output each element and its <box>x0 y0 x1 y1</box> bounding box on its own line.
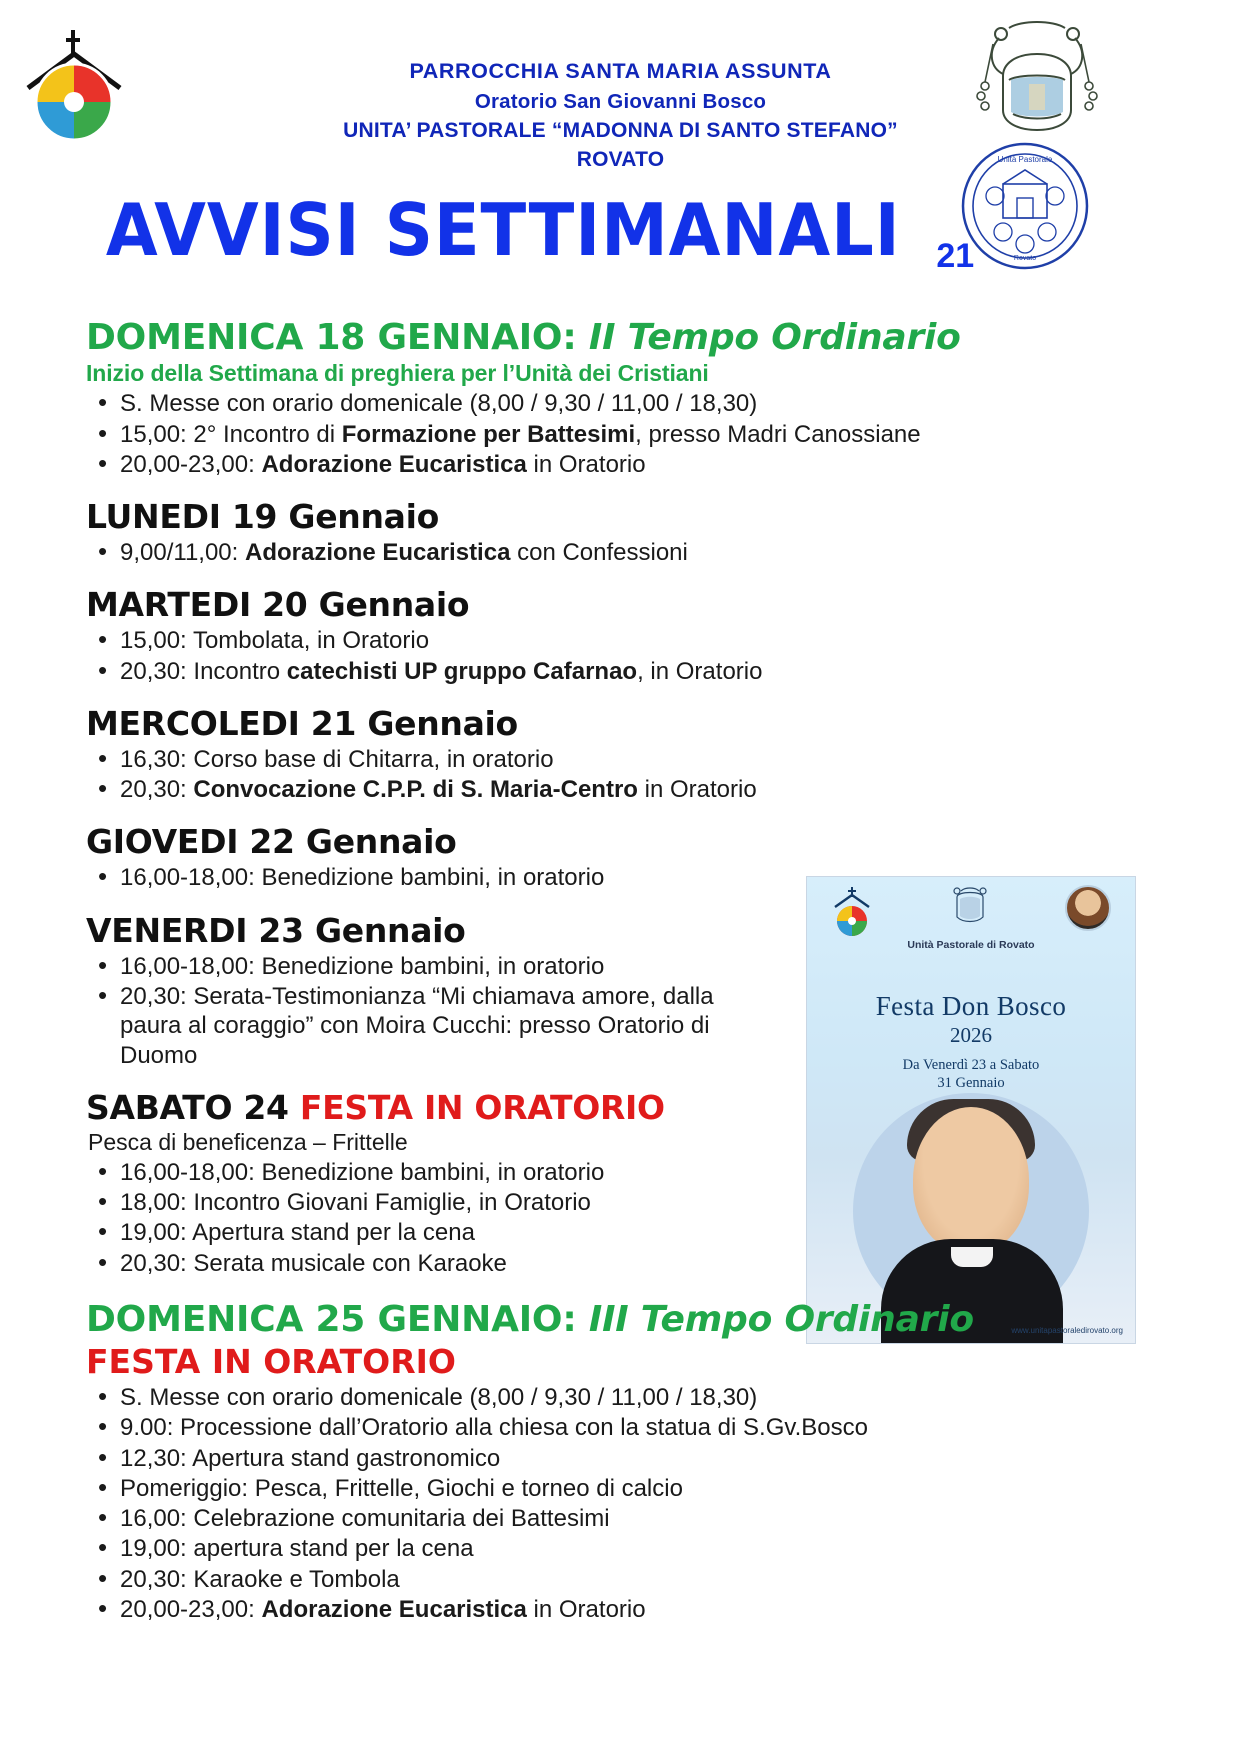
day-heading-festa: FESTA IN ORATORIO <box>299 1087 665 1127</box>
day-heading-month: Gennaio <box>318 585 470 625</box>
day-heading-month: Gennaio <box>288 497 440 537</box>
item-text: 16,00-18,00: Benedizione bambini, in oratorio <box>120 864 605 892</box>
item-text: 20,30: Karaoke e Tombola <box>120 1565 400 1593</box>
day-heading-month: Gennaio <box>367 703 518 743</box>
poster-year: 2026 <box>950 1023 992 1047</box>
item-post: , in Oratorio <box>637 657 763 685</box>
item-text: 16,00-18,00: Benedizione bambini, in oratorio <box>120 952 605 980</box>
item-text: 16,00: Celebrazione comunitaria dei Battesimi <box>120 1505 610 1533</box>
item-text: S. Messe con orario domenicale (8,00 / 9,30 / 11,00 / 18,30) <box>120 1384 758 1412</box>
item-bold: Formazione per Battesimi <box>341 420 636 448</box>
list-item <box>86 863 1156 892</box>
list-item <box>86 1474 1156 1503</box>
item-post: in Oratorio <box>637 776 757 804</box>
item-post: , presso Madri Canossiane <box>635 420 921 448</box>
header-line-3: UNITA’ PASTORALE “MADONNA DI SANTO STEFANO” <box>343 118 898 142</box>
list-item <box>86 1249 746 1278</box>
item-text: 20,00-23,00: <box>120 450 262 478</box>
day-heading-mercoledi-21 <box>86 704 1156 743</box>
list-item <box>86 420 1156 449</box>
day-heading-festa-domenica-25: FESTA IN ORATORIO <box>86 1342 456 1382</box>
day-items-lunedi-19 <box>86 538 1156 567</box>
header-line-1: PARROCCHIA SANTA MARIA ASSUNTA <box>409 59 832 83</box>
item-text: 19,00: Apertura stand per la cena <box>120 1219 475 1247</box>
list-item <box>86 952 746 981</box>
day-block-giovedi-22 <box>86 822 1156 892</box>
poster-unit-line: Unità Pastorale di Rovato <box>907 939 1035 951</box>
poster-url: www.unitapastoraledirovato.org <box>1011 1326 1123 1335</box>
day-block-martedi-20 <box>86 585 1156 686</box>
item-bold: Adorazione Eucaristica <box>261 1596 527 1623</box>
puzzle-circle-icon <box>16 30 132 146</box>
day-heading-lunedi-19 <box>86 497 1156 536</box>
day-heading-main: GIOVEDI 22 <box>86 822 295 862</box>
item-text: 9.00: Processione dall’Oratorio alla chiesa con la statua di S.Gv.Bosco <box>120 1414 868 1442</box>
list-item <box>86 626 1156 655</box>
item-bold: Convocazione C.P.P. di S. Maria-Centro <box>193 776 638 804</box>
day-block-sabato-24 <box>86 1088 1156 1278</box>
list-item <box>86 538 1156 567</box>
day-items-domenica-25 <box>86 1383 1156 1624</box>
item-post: con Confessioni <box>510 539 688 567</box>
page-title-text: AVVISI SETTIMANALI <box>105 188 901 272</box>
item-bold: catechisti UP gruppo Cafarnao <box>286 657 638 685</box>
page-title <box>0 188 1050 275</box>
day-block-domenica-18 <box>86 318 1156 479</box>
list-item <box>86 1383 1156 1412</box>
sabato-subtitle: Pesca di beneficenza – Frittelle <box>88 1128 408 1155</box>
day-block-mercoledi-21 <box>86 704 1156 805</box>
list-item <box>86 1413 1156 1442</box>
day-heading-month: Gennaio <box>305 822 457 862</box>
day-items-giovedi-22 <box>86 863 1156 892</box>
header-line-4: ROVATO <box>576 148 665 172</box>
item-text: 16,30: Corso base di Chitarra, in oratorio <box>120 745 554 773</box>
day-items-venerdi-23 <box>86 952 746 1070</box>
list-item <box>86 1565 1156 1594</box>
day-heading-main: DOMENICA 25 GENNAIO: <box>86 1298 577 1340</box>
list-item <box>86 389 1156 418</box>
item-text: 20,00-23,00: <box>120 1596 262 1623</box>
day-heading-domenica-18 <box>86 318 1156 358</box>
item-text: 20,30: Serata-Testimonianza “Mi chiamava amore, dalla paura al coraggio” con Moira Cucchi: presso Oratorio di Duomo <box>120 982 714 1069</box>
parish-header-text <box>160 56 1081 175</box>
list-item <box>86 1218 746 1247</box>
day-heading-giovedi-22 <box>86 822 1156 861</box>
day-heading-main: MARTEDI 20 <box>86 585 308 625</box>
day-block-domenica-25 <box>86 1300 1156 1624</box>
list-item <box>86 1504 1156 1533</box>
day-heading-domenica-25 <box>86 1300 1156 1340</box>
item-text: S. Messe con orario domenicale (8,00 / 9,30 / 11,00 / 18,30) <box>120 390 758 418</box>
day-heading-italic: III Tempo Ordinario <box>588 1298 974 1340</box>
list-item <box>86 1158 746 1187</box>
list-item <box>86 775 1156 804</box>
item-text: 15,00: Tombolata, in Oratorio <box>120 627 430 655</box>
list-item <box>86 1188 746 1217</box>
list-item <box>86 1534 1156 1563</box>
bishop-coat-of-arms-icon <box>969 18 1105 134</box>
list-item <box>86 1444 1156 1473</box>
list-item <box>86 982 746 1070</box>
day-subtitle-domenica-18: Inizio della Settimana di preghiera per l’Unità dei Cristiani <box>86 360 709 387</box>
item-text: 20,30: Serata musicale con Karaoke <box>120 1249 507 1277</box>
item-post: in Oratorio <box>526 1596 646 1623</box>
list-item <box>86 450 1156 479</box>
day-block-lunedi-19 <box>86 497 1156 567</box>
parish-puzzle-logo-icon <box>16 30 132 146</box>
day-heading-main: MERCOLEDI 21 <box>86 703 357 743</box>
day-block-venerdi-23 <box>86 911 1156 1070</box>
page-title-number: 21 <box>936 237 975 275</box>
item-bold: Adorazione Eucaristica <box>245 539 511 567</box>
day-heading-martedi-20 <box>86 585 1156 624</box>
item-post: in Oratorio <box>526 450 646 478</box>
item-text: 20,30: <box>120 776 194 804</box>
poster-dates-line1: Da Venerdì 23 a Sabato <box>902 1057 1040 1073</box>
day-items-domenica-18 <box>86 389 1156 479</box>
day-heading-main: DOMENICA 18 GENNAIO: <box>86 317 577 358</box>
item-text: 16,00-18,00: Benedizione bambini, in oratorio <box>120 1158 605 1186</box>
item-text: 9,00/11,00: <box>120 539 245 567</box>
poster-dates-line2: 31 Gennaio <box>937 1075 1005 1092</box>
poster-title: Festa Don Bosco <box>875 991 1067 1021</box>
day-heading-main: LUNEDI 19 <box>86 497 278 537</box>
day-heading-italic: II Tempo Ordinario <box>588 317 961 358</box>
day-heading-main: SABATO 24 <box>86 1087 289 1127</box>
day-heading-sabato-24 <box>86 1088 1156 1127</box>
item-text: 15,00: 2° Incontro di <box>120 420 342 448</box>
day-items-mercoledi-21 <box>86 745 1156 805</box>
list-item <box>86 745 1156 774</box>
item-bold: Adorazione Eucaristica <box>261 450 527 478</box>
list-item <box>86 1595 1156 1624</box>
day-items-sabato-24 <box>86 1158 746 1278</box>
item-text: 20,30: Incontro <box>120 657 287 685</box>
item-text: 18,00: Incontro Giovani Famiglie, in Oratorio <box>120 1189 591 1217</box>
header-line-2: Oratorio San Giovanni Bosco <box>474 89 767 113</box>
day-heading-main: VENERDI 23 <box>86 910 304 950</box>
item-text: 12,30: Apertura stand gastronomico <box>120 1444 501 1472</box>
svg-text:Unità Pastorale: Unità Pastorale <box>997 155 1053 164</box>
day-heading-month: Gennaio <box>314 910 466 950</box>
weekly-schedule <box>86 318 1156 1626</box>
day-heading-venerdi-23 <box>86 911 1156 950</box>
item-text: 19,00: apertura stand per la cena <box>120 1535 474 1563</box>
list-item <box>86 657 1156 686</box>
svg-text:Rovato: Rovato <box>1013 255 1037 262</box>
day-items-martedi-20 <box>86 626 1156 686</box>
item-text: Pomeriggio: Pesca, Frittelle, Giochi e torneo di calcio <box>120 1474 683 1502</box>
